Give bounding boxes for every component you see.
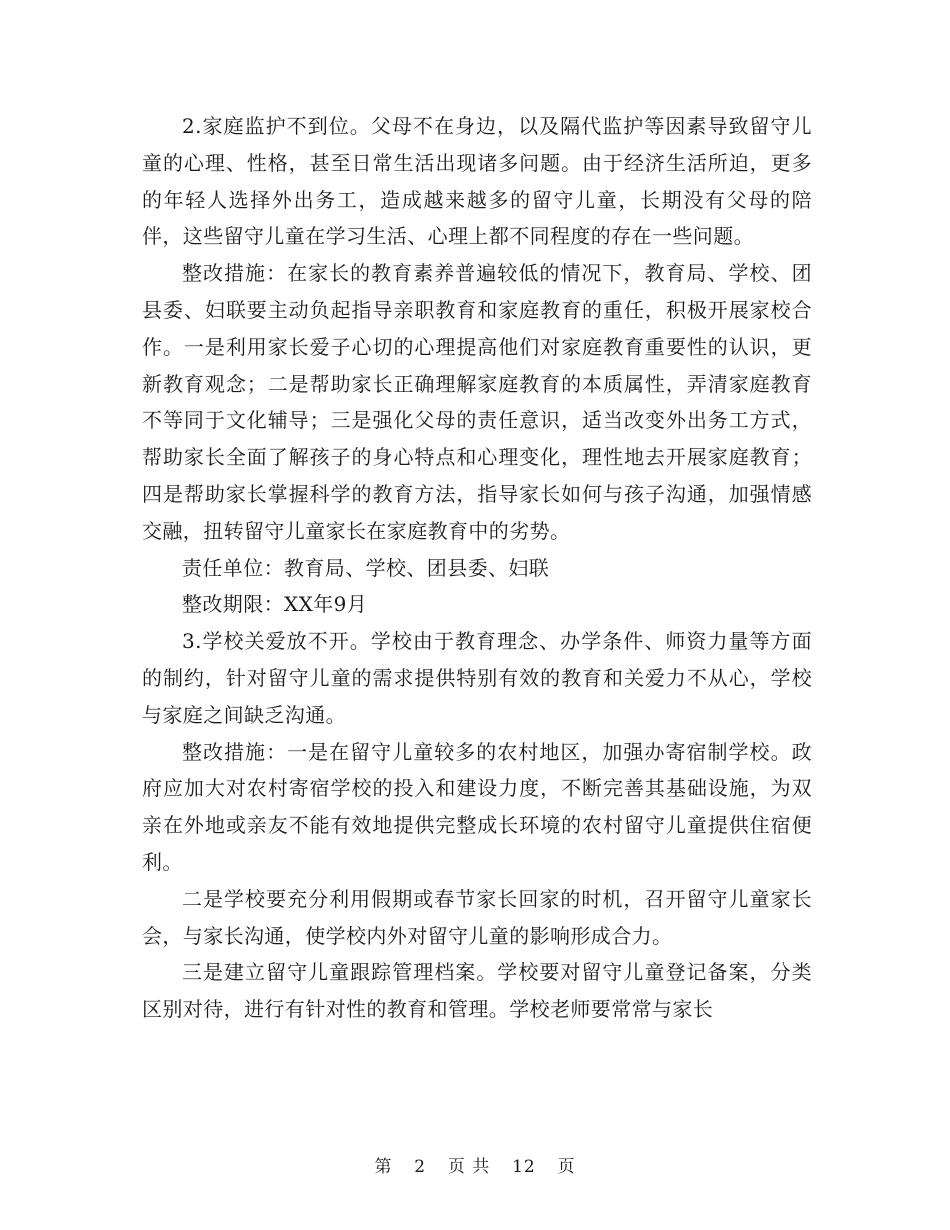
footer-page-number: 2: [414, 1157, 427, 1177]
footer-total-pages: 12: [512, 1157, 536, 1177]
document-body: [142, 108, 812, 1028]
paragraph-school-care: 3.学校关爱放不开。学校由于教育理念、办学条件、师资力量等方面的制约，针对留守儿童的需求提供特别有效的教育和关爱力不从心，学校与家庭之间缺乏沟通。: [142, 629, 812, 727]
footer-prefix: 第: [374, 1157, 393, 1177]
paragraph-rectification-measures-family: 整改措施：在家长的教育素养普遍较低的情况下，教育局、学校、团县委、妇联要主动负起指导亲职教育和家庭教育的重任，积极开展家校合作。一是利用家长爱子心切的心理提高他们对家庭教育重要性的认识，更新教育观念；二是帮助家长正确理解家庭教育的本质属性，弄清家庭教育不等同于文化辅导；三是强化父母的责任意识，适当改变外出务工方式，帮助家长全面了解孩子的身心特点和心理变化，理性地去开展家庭教育；四是帮助家长掌握科学的教育方法，指导家长如何与孩子沟通，加强情感交融，扭转留守儿童家长在家庭教育中的劣势。: [142, 261, 812, 543]
paragraph-deadline: 整改期限：XX年9月: [182, 592, 368, 617]
page-footer: [0, 1152, 950, 1177]
paragraph-tracking-archive: 三是建立留守儿童跟踪管理档案。学校要对留守儿童登记备案，分类区别对待，进行有针对性的教育和管理。学校老师要常常与家长: [142, 960, 812, 1022]
paragraph-parent-meeting: 二是学校要充分利用假期或春节家长回家的时机，召开留守儿童家长会，与家长沟通，使学校内外对留守儿童的影响形成合力。: [142, 886, 812, 948]
paragraph-rectification-measures-school: 整改措施：一是在留守儿童较多的农村地区，加强办寄宿制学校。政府应加大对农村寄宿学校的投入和建设力度，不断完善其基础设施，为双亲在外地或亲友不能有效地提供完整成长环境的农村留守儿童提供住宿便利。: [142, 739, 812, 874]
paragraph-family-guardianship: 2.家庭监护不到位。父母不在身边，以及隔代监护等因素导致留守儿童的心理、性格，甚至日常生活出现诸多问题。由于经济生活所迫，更多的年轻人选择外出务工，造成越来越多的留守儿童，长期没有父母的陪伴，这些留守儿童在学习生活、心理上都不同程度的存在一些问题。: [142, 114, 812, 249]
paragraph-responsible-units: 责任单位：教育局、学校、团县委、妇联: [182, 555, 550, 580]
footer-middle: 页 共: [447, 1157, 491, 1177]
footer-suffix: 页: [557, 1157, 576, 1177]
